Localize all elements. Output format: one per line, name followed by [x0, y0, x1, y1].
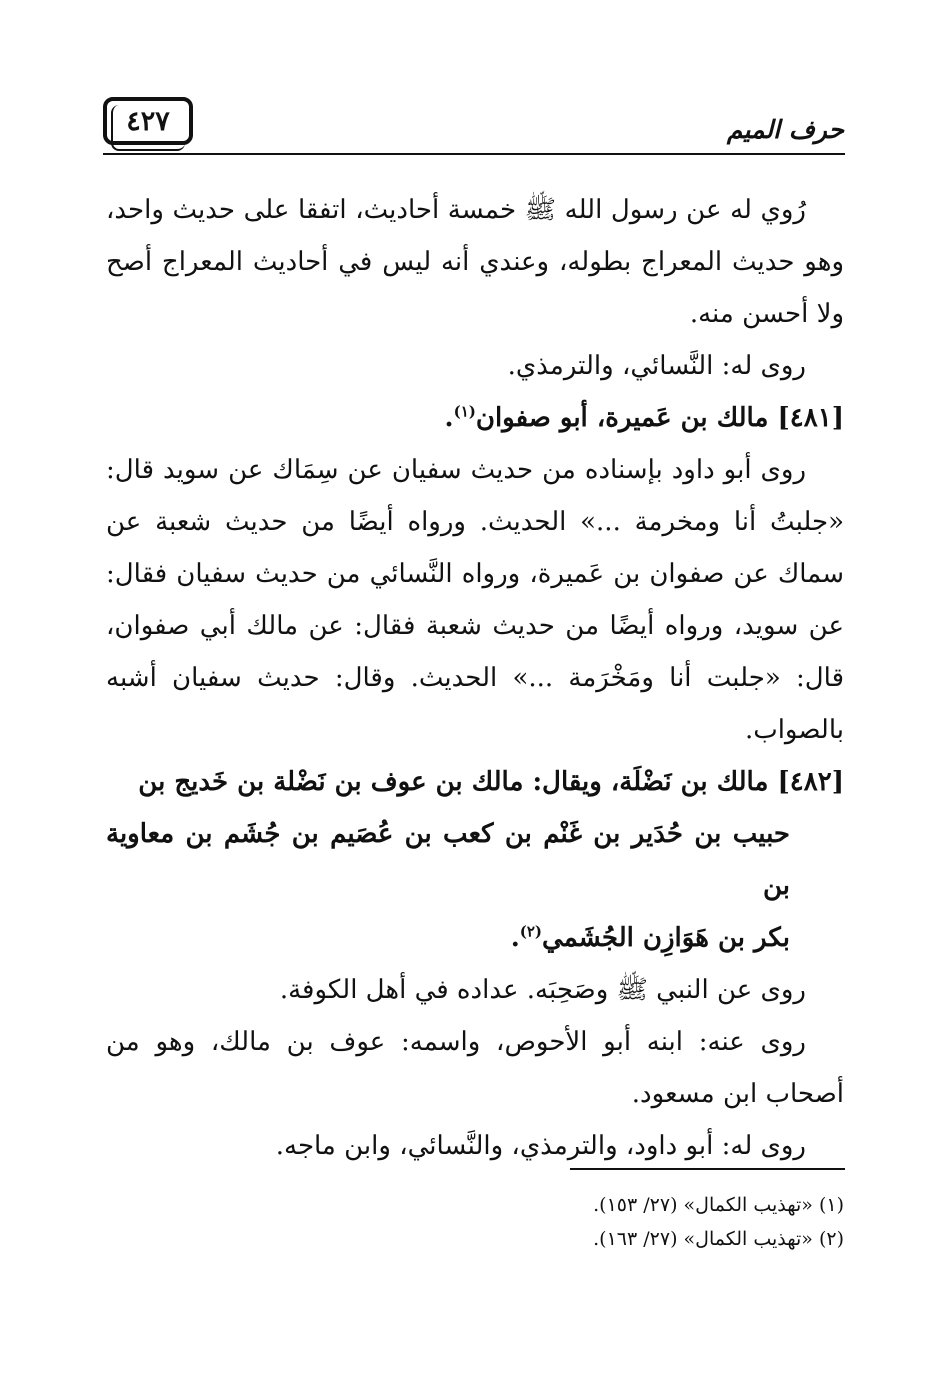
paragraph-narrated-from: روى عن النبي ﷺ وصَحِبَه. عداده في أهل الكوفة.: [279, 975, 806, 1005]
footnotes: [344, 1188, 844, 1256]
page-number: [103, 97, 193, 145]
entry-481-title: مالك بن عَميرة، أبو صفوان: [475, 403, 769, 433]
footnote-ref-2: (٢): [519, 922, 543, 941]
entry-482-title-line3-text: بكر بن هَوَازِن الجُشَمي: [542, 923, 790, 953]
page-number-text: ٤٢٧: [126, 105, 170, 137]
footnote-ref-1: (١): [453, 402, 476, 421]
paragraph-narrators: روى عنه: ابنه أبو الأحوص، واسمه: عوف بن مالك، وهو من أصحاب ابن مسعود.: [106, 1027, 844, 1109]
running-head: حرف الميم: [726, 115, 844, 144]
entry-482-heading: [106, 756, 844, 964]
main-text: [106, 184, 844, 1172]
paragraph-narrations: رُوي له عن رسول الله ﷺ خمسة أحاديث، اتفقا على حديث واحد، وهو حديث المعراج بطوله، وعندي أنه ليس في أحاديث المعراج أصح ولا أحسن منه.: [106, 195, 844, 329]
header-divider: [103, 153, 845, 155]
paragraph-narrated-by-2: روى له: أبو داود، والترمذي، والنَّسائي، وابن ماجه.: [275, 1131, 806, 1161]
entry-481-number: [٤٨١]: [777, 403, 844, 433]
paragraph-narrated-by: روى له: النَّسائي، والترمذي.: [507, 351, 806, 381]
entry-482-number: [٤٨٢]: [777, 767, 844, 797]
entry-481-heading: [٤٨١] مالك بن عَميرة، أبو صفوان$^{(١)}$.: [444, 402, 844, 433]
footnote-2: (٢) «تهذيب الكمال» (٢٧/ ١٦٣).: [593, 1228, 844, 1250]
footnote-divider: [570, 1168, 845, 1170]
footnote-1: (١) «تهذيب الكمال» (٢٧/ ١٥٣).: [593, 1194, 844, 1216]
entry-482-title-line3: بكر بن هَوَازِن الجُشَمي$^{(٢)}$.: [510, 922, 790, 953]
entry-482-title-line2: حبيب بن حُدَير بن غَنْم بن كعب بن عُصَيم بن جُشَم بن معاوية بن: [106, 819, 790, 901]
paragraph-entry-481: روى أبو داود بإسناده من حديث سفيان عن سِمَاك عن سويد قال: «جلبتُ أنا ومخرمة ...» الحديث. ورواه أيضًا من حديث شعبة عن سماك عن صفوان بن عَميرة، ورواه النَّسائي من حديث سفيان فقال: عن سويد، ورواه أيضًا من حديث شعبة فقال: عن مالك أبي صفوان، قال: «جلبت أنا ومَخْرَمة ...» الحديث. وقال: حديث سفيان أشبه بالصواب.: [106, 455, 844, 745]
entry-482-title-line1: مالك بن نَضْلَة، ويقال: مالك بن عوف بن نَضْلة بن خَديج بن: [138, 767, 769, 797]
